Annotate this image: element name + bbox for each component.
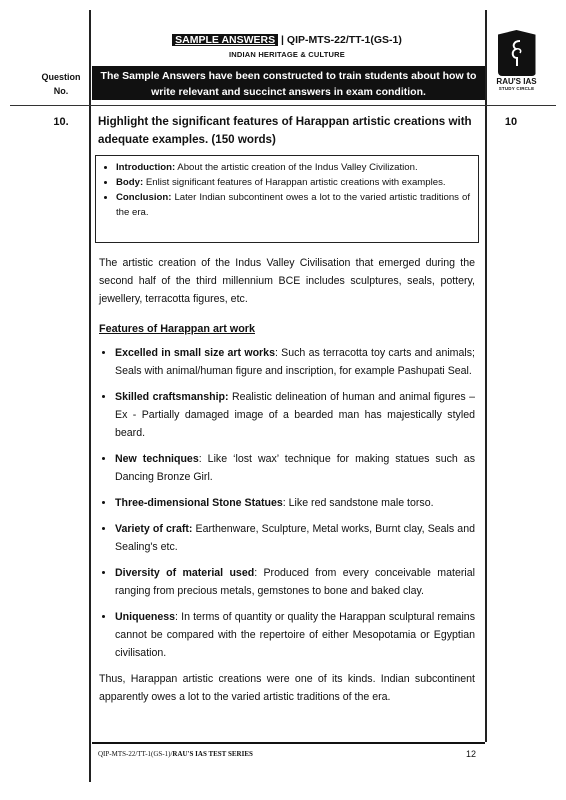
outline-item <box>116 175 470 190</box>
sample-answers-tag: SAMPLE ANSWERS <box>172 34 278 46</box>
feature-text: : Like ‘lost wax’ technique for making statues such as Dancing Bronze Girl. <box>115 453 475 483</box>
test-code <box>92 34 482 46</box>
raus-ias-logo <box>489 30 544 98</box>
feature-label: Uniqueness <box>115 611 176 623</box>
outline-text: Later Indian subcontinent owes a lot to the varied artistic traditions of the era. <box>116 192 470 218</box>
answer-body <box>99 254 475 706</box>
question-column-label <box>38 70 84 98</box>
banner-line-1: The Sample Answers have been constructed to train students about how to <box>100 70 477 82</box>
question-label-line1: Question <box>41 72 81 82</box>
question-label-line2: No. <box>53 86 69 96</box>
feature-label: Diversity of material used <box>115 567 255 579</box>
feature-label: Skilled craftsmanship: <box>115 391 229 403</box>
feature-text: Realistic delineation of human and animal figures – Ex - Partially damaged image of a bearded man has majestically styled beard. <box>115 391 475 439</box>
outline-text: Enlist significant features of Harappan artistic creations with examples. <box>143 177 446 188</box>
test-code-text: | QIP-MTS-22/TT-1(GS-1) <box>278 34 402 46</box>
logo-subtitle: STUDY CIRCLE <box>498 86 535 91</box>
question-marks: 10 <box>504 116 518 128</box>
page-header <box>92 34 482 59</box>
feature-label: Three-dimensional Stone Statues <box>115 497 283 509</box>
feature-item <box>115 388 475 442</box>
outline-label: Conclusion: <box>116 192 172 203</box>
logo-name: RAU'S IAS <box>496 77 537 86</box>
feature-item <box>115 494 475 512</box>
outline-item <box>116 190 470 220</box>
features-heading: Features of Harappan art work <box>99 323 255 335</box>
subject-title: INDIAN HERITAGE & CULTURE <box>229 50 345 59</box>
footer-series: RAU'S IAS TEST SERIES <box>172 750 253 758</box>
logo-glyph-icon <box>507 38 527 68</box>
feature-label: New techniques <box>115 453 199 465</box>
question-text: Highlight the significant features of Harappan artistic creations with adequate examples. (150 words) <box>98 115 472 146</box>
footer-code: QIP-MTS-22/TT-1(GS-1)/ <box>98 750 173 758</box>
banner-line-2: write relevant and succinct answers in exam condition. <box>151 86 426 98</box>
feature-text: : Produced from every conceivable material ranging from precious metals, gemstones to bone and baked clay. <box>115 567 475 597</box>
feature-label: Excelled in small size art works <box>115 347 275 359</box>
left-margin-line <box>89 10 91 782</box>
feature-item <box>115 344 475 380</box>
answer-conclusion: Thus, Harappan artistic creations were one of its kinds. Indian subcontinent apparently owes a lot to the varied artistic traditions of the era. <box>99 673 475 703</box>
outline-text: About the artistic creation of the Indus Valley Civilization. <box>175 162 418 173</box>
page-footer <box>98 750 476 758</box>
feature-text: : In terms of quantity or quality the Harappan sculptural remains cannot be compared with the repertoire of either Mesopotamia or Egyptian civilisation. <box>115 611 475 659</box>
question-number: 10. <box>53 116 69 128</box>
feature-label: Variety of craft: <box>115 523 193 535</box>
logo-emblem <box>498 30 536 76</box>
page-number: 12 <box>465 749 476 759</box>
outline-label: Introduction: <box>116 162 176 173</box>
outline-item <box>116 160 470 175</box>
feature-item <box>115 520 475 556</box>
footer-rule <box>92 742 485 744</box>
feature-text: : Like red sandstone male torso. <box>282 497 434 509</box>
answer-introduction: The artistic creation of the Indus Valley Civilisation that emerged during the second half of the third millennium BCE includes sculptures, seals, pottery, jewellery, terracotta figures, etc. <box>99 257 475 305</box>
feature-text: : Such as terracotta toy carts and animals; Seals with animal/human figure and inscription, for example Pashupati Seal. <box>115 347 475 377</box>
features-list <box>99 344 475 662</box>
right-margin-line <box>485 10 487 742</box>
header-rule <box>10 105 556 106</box>
feature-item <box>115 450 475 486</box>
feature-text: Earthenware, Sculpture, Metal works, Burnt clay, Seals and Sealing's etc. <box>115 523 475 553</box>
instruction-banner <box>92 66 485 100</box>
feature-item <box>115 608 475 662</box>
answer-outline-box <box>95 155 479 243</box>
feature-item <box>115 564 475 600</box>
outline-label: Body: <box>116 177 144 188</box>
